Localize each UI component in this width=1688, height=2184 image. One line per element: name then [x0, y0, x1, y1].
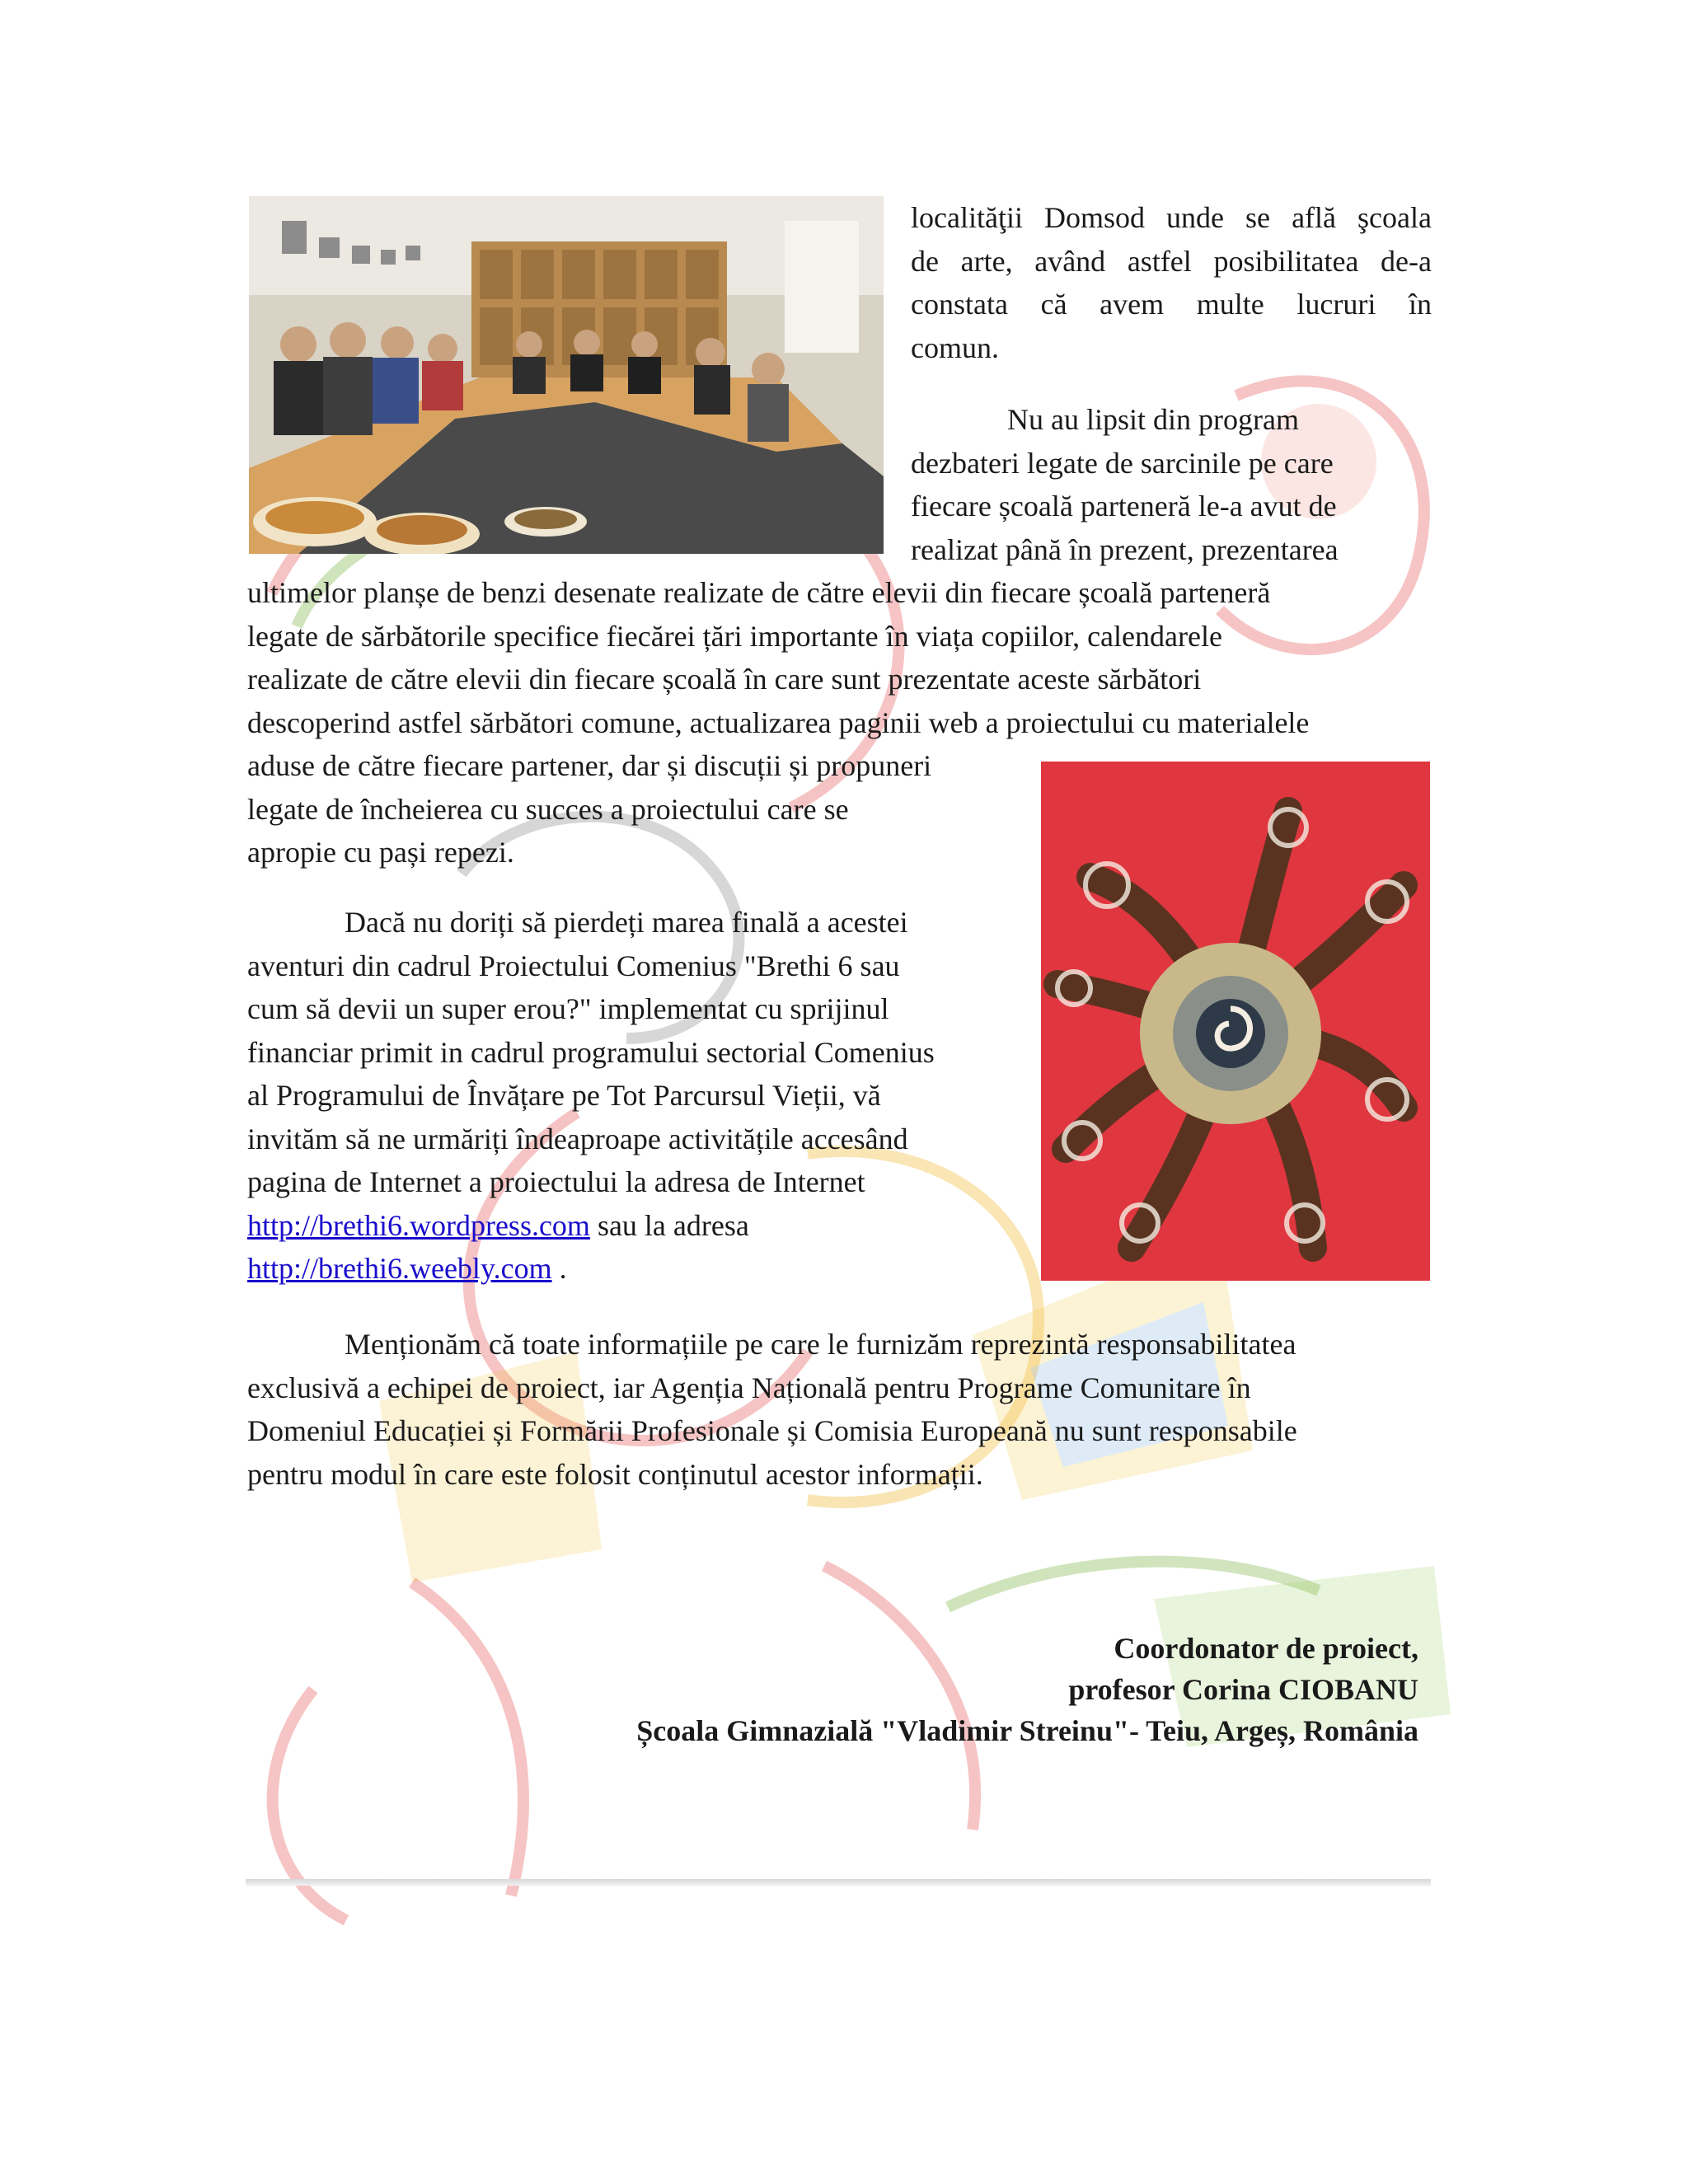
- signature-role: Coordonator de proiect,: [1114, 1632, 1418, 1665]
- text-line: realizat până în prezent, prezentarea: [911, 532, 1339, 566]
- meeting-photo: [249, 196, 884, 554]
- text-line: aduse de către fiecare partener, dar și discuții și propuneri: [247, 749, 932, 782]
- text-line: pentru modul în care este folosit conținutul acestor informații.: [247, 1457, 983, 1491]
- paragraph-4: [247, 1323, 1434, 1496]
- text-line: pagina de Internet a proiectului la adresa de Internet: [247, 1165, 865, 1198]
- link-trailing-text: .: [551, 1252, 567, 1285]
- seed-art-photo: [1041, 762, 1430, 1281]
- paragraph-2-right: [911, 398, 1432, 571]
- text-line: localităţii Domsod unde se află şcoala: [911, 201, 1432, 234]
- text-line: apropie cu pași repezi.: [247, 836, 514, 869]
- text-line: al Programului de Învățare pe Tot Parcursul Vieții, vă: [247, 1079, 881, 1112]
- text-line: constata că avem multe lucruri în: [911, 288, 1432, 321]
- text-line: realizate de către elevii din fiecare școală în care sunt prezentate aceste sărbători: [247, 663, 1202, 696]
- text-line: fiecare școală parteneră le-a avut de: [911, 490, 1337, 523]
- text-line: invităm să ne urmăriți îndeaproape activitățile accesând: [247, 1122, 908, 1155]
- weebly-link[interactable]: http://brethi6.weebly.com: [247, 1252, 552, 1285]
- bottom-divider: [246, 1879, 1431, 1886]
- text-line: comun.: [911, 330, 999, 364]
- link-connector-text: sau la adresa: [589, 1208, 749, 1242]
- text-line: financiar primit in cadrul programului sectorial Comenius: [247, 1035, 935, 1069]
- text-line: cum să devii un super erou?" implementat cu sprijinul: [247, 992, 889, 1025]
- paragraph-2-full: [247, 571, 1434, 744]
- text-line: [247, 1204, 1022, 1248]
- signature-name: profesor Corina CIOBANU: [1068, 1673, 1418, 1706]
- text-line: Menționăm că toate informațiile pe care le furnizăm reprezintă responsabilitatea: [345, 1328, 1296, 1361]
- paragraph-3: [247, 901, 1022, 1291]
- text-line: [247, 1247, 1022, 1291]
- text-line: exclusivă a echipei de proiect, iar Agenția Națională pentru Programe Comunitare în: [247, 1371, 1251, 1404]
- text-line: dezbateri legate de sarcinile pe care: [911, 446, 1334, 480]
- text-line: aventuri din cadrul Proiectului Comenius "Brethi 6 sau: [247, 949, 900, 982]
- text-line: Nu au lipsit din program: [1007, 403, 1299, 436]
- paragraph-1: [911, 196, 1432, 369]
- text-line: Domeniul Educației și Formării Profesionale și Comisia Europeană nu sunt responsabile: [247, 1414, 1297, 1447]
- signature-school: Școala Gimnazială "Vladimir Streinu"- Teiu, Argeș, România: [636, 1714, 1418, 1747]
- text-line: Dacă nu doriți să pierdeți marea finală a acestei: [345, 906, 908, 939]
- paragraph-2-left: [247, 744, 1022, 874]
- text-line: descoperind astfel sărbători comune, actualizarea paginii web a proiectului cu materialele: [247, 705, 1310, 739]
- text-line: de arte, având astfel posibilitatea de-a: [911, 244, 1432, 278]
- wordpress-link[interactable]: http://brethi6.wordpress.com: [247, 1208, 590, 1242]
- text-line: legate de încheierea cu succes a proiectului care se: [247, 792, 849, 826]
- text-line: legate de sărbătorile specifice fiecărei țări importante în viața copiilor, calendarele: [247, 619, 1222, 653]
- text-line: ultimelor planșe de benzi desenate realizate de către elevii din fiecare școală parteneră: [247, 576, 1271, 609]
